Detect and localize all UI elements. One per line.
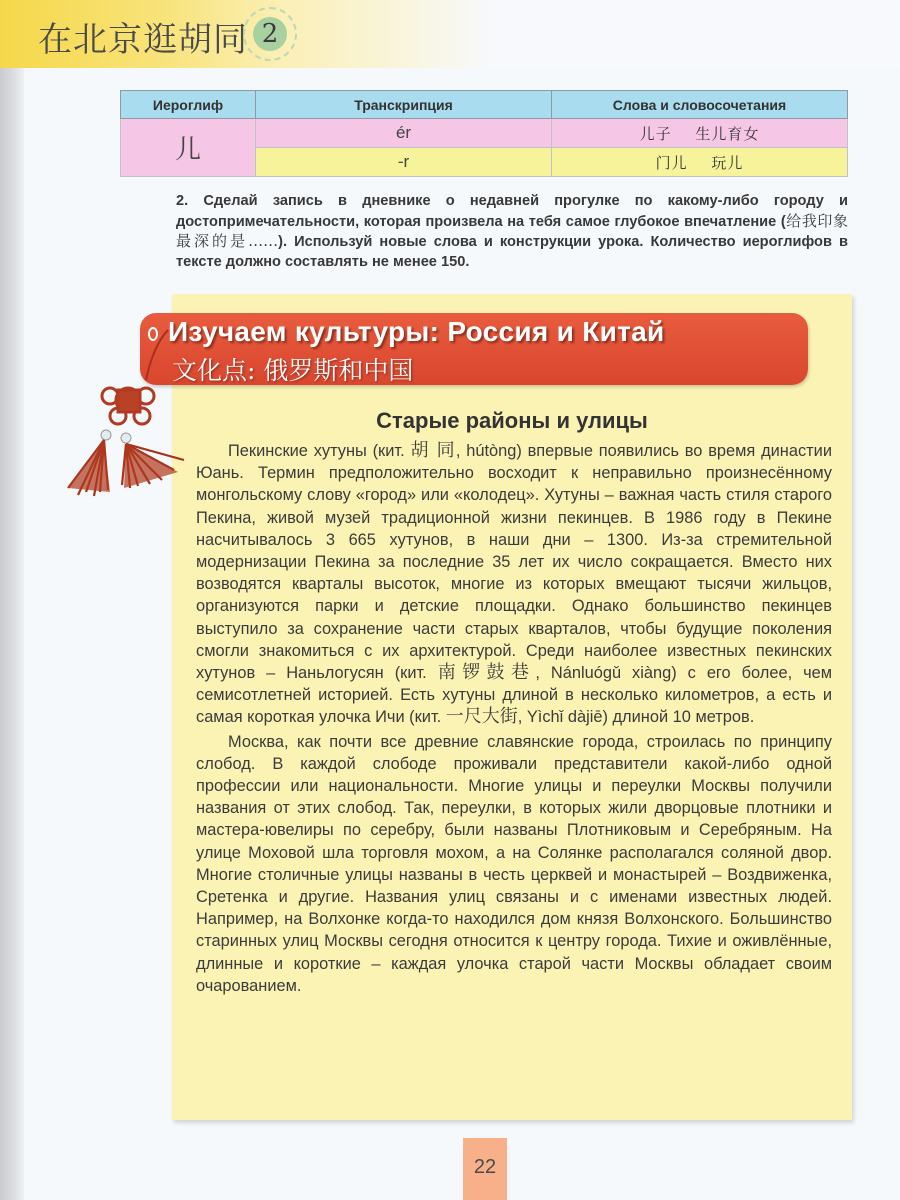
vocabulary-table xyxy=(120,90,848,177)
banner-title: Изучаем культуры: Россия и Китай xyxy=(168,316,665,347)
task-text-after: ). Используй новые слова и конструкции урока. Количество иероглифов в тексте должно составлять не менее 150. xyxy=(176,234,848,270)
lesson-title: 在北京逛胡同 xyxy=(38,20,248,60)
task-number: 2. xyxy=(176,193,189,209)
text-run: Пекинские хутуны (кит. xyxy=(228,442,411,460)
lesson-number-badge xyxy=(243,7,297,61)
task-chinese-phrase: 给我印象最深的是…… xyxy=(176,211,848,250)
words-cell xyxy=(552,148,848,177)
words-cell xyxy=(552,119,848,148)
task-text-before: Сделай запись в дневнике о недавней прогулке по какому-либо городу и достопримечательности, которая произвела на тебя самое глубокое впечатление ( xyxy=(176,193,848,230)
table-header-row xyxy=(121,91,848,119)
text-run: , hútòng) впервые появились во время династии Юань. Термин предположительно восходит к неправильно произнесённому монгольскому слову «город» или «колодец». Хутуны – важная часть стиля старого Пекина, живой музей традиционной жизни пекинцев. В 1986 году в Пекине насчитывалось 3 665 хутунов, в наши дни – 1300. Из-за стремительной модернизации Пекина за последние 35 лет их число сокращается. Вместо них возводятся кварталы высоток, многие из которых вмещают тысячи жильцов, организуются парки и детские площадки. Однако большинство пекинцев выступило за сохранение части старых кварталов, чтобы будущие поколения смогли знакомиться с их архитектурой. Среди наиболее известных пекинских хутунов – Наньлогусян (кит. xyxy=(196,442,832,683)
table-row xyxy=(121,119,848,148)
text-run: , Yìchǐ dàjiē) длиной 10 метров. xyxy=(517,708,755,727)
transcription-cell: ér xyxy=(256,119,552,148)
word-item: 儿子 xyxy=(639,124,672,143)
banner-subtitle: 文化点: 俄罗斯和中国 xyxy=(172,356,414,385)
page-number: 22 xyxy=(463,1138,507,1200)
column-header-hieroglyph: Иероглиф xyxy=(121,91,256,119)
paragraph-beijing-hutongs xyxy=(196,440,832,729)
transcription-cell: -r xyxy=(256,148,552,177)
header-band xyxy=(0,0,900,68)
article-body xyxy=(196,440,832,999)
word-item: 玩儿 xyxy=(711,153,744,172)
column-header-words: Слова и словосочетания xyxy=(552,91,848,119)
column-header-transcription: Транскрипция xyxy=(256,91,552,119)
chinese-term-nanluoguxiang: 南锣鼓巷 xyxy=(437,662,536,684)
page-binding-edge xyxy=(0,0,24,1200)
paragraph-moscow-streets: Москва, как почти все древние славянские города, строилась по принципу слобод. В каждой слободе проживали представители какой-либо одной профессии или национальности. Многие улицы и переулки Москвы получили названия от этих слобод. Так, переулки, в которых жили дворцовые плотники и мастера-ювелиры по серебру, были названы Плотниковым и Серебряным. На улице Моховой шла торговля мохом, а на Солянке располагался соляной двор. Многие столичные улицы названы в честь церквей и монастырей – Воздвиженка, Сретенка и другие. Названия улиц связаны и с именами известных людей. Например, на Волхонке когда-то находился дом князя Волхонского. Большинство старинных улиц Москвы сегодня относится к центру города. Тихие и оживлённые, длинные и короткие – каждая улочка старой части Москвы обладает своим очарованием. xyxy=(196,732,832,995)
exercise-task xyxy=(176,192,848,272)
article-title: Старые районы и улицы xyxy=(376,408,648,433)
text-run: , Nánluógǔ xiàng) с его более, чем семисотлетней историей. Есть хутуны длиной в несколько километров, а есть и самая короткая улочка Ичи (кит. xyxy=(196,664,833,727)
word-item: 生儿育女 xyxy=(695,124,760,143)
chinese-term-yichidajie: 一尺大街 xyxy=(445,706,518,728)
lesson-number: 2 xyxy=(253,17,287,51)
word-item: 门儿 xyxy=(655,153,688,172)
culture-banner xyxy=(140,313,808,385)
chinese-term-hutong: 胡 同 xyxy=(410,440,456,461)
hieroglyph-cell: 儿 xyxy=(121,119,256,177)
